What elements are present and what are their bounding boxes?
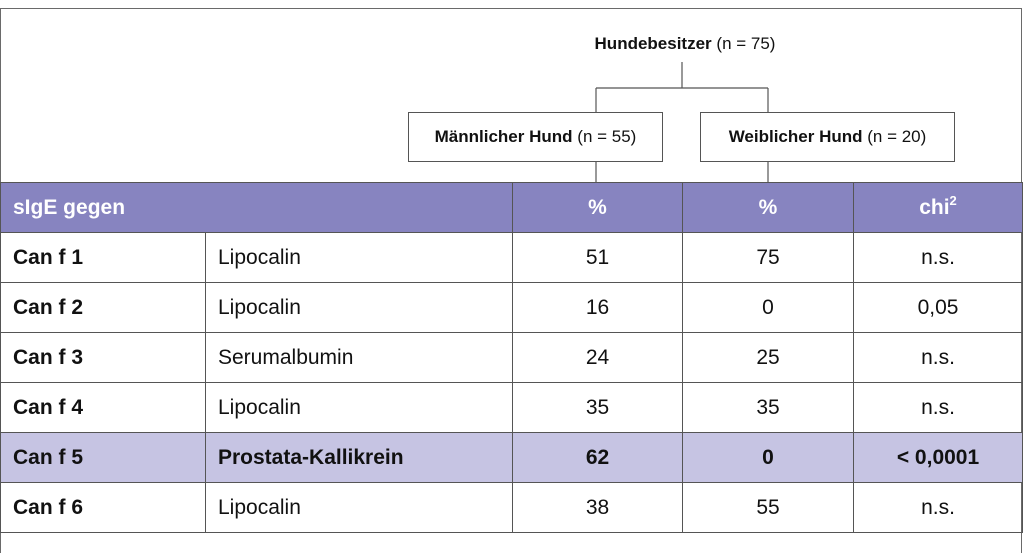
female-dog-box [700, 112, 955, 162]
allergen-table [0, 182, 1023, 533]
female-title: Weiblicher Hund [728, 127, 863, 146]
table-row [1, 333, 1023, 383]
table-row [1, 233, 1023, 283]
row-male-pct: 38 [513, 483, 683, 533]
row-male-pct: 62 [513, 433, 683, 483]
row-female-pct: 0 [683, 283, 854, 333]
header-pct-male: % [513, 183, 683, 233]
root-count: (n = 75) [716, 34, 776, 53]
row-protein: Serumalbumin [206, 333, 513, 383]
row-code: Can f 1 [1, 233, 206, 283]
row-chi: n.s. [854, 333, 1023, 383]
male-count: (n = 55) [577, 127, 637, 146]
row-protein: Lipocalin [206, 383, 513, 433]
row-code: Can f 2 [1, 283, 206, 333]
table-row [1, 383, 1023, 433]
row-female-pct: 35 [683, 383, 854, 433]
header-sige: sIgE gegen [1, 183, 513, 233]
header-chi-sup: 2 [949, 192, 957, 208]
male-title: Männlicher Hund [434, 127, 573, 146]
row-male-pct: 35 [513, 383, 683, 433]
row-female-pct: 55 [683, 483, 854, 533]
row-female-pct: 75 [683, 233, 854, 283]
table-header-row [1, 183, 1023, 233]
table-row-highlighted [1, 433, 1023, 483]
header-chi-text: chi [919, 195, 950, 219]
row-male-pct: 51 [513, 233, 683, 283]
row-code: Can f 4 [1, 383, 206, 433]
row-male-pct: 16 [513, 283, 683, 333]
row-female-pct: 0 [683, 433, 854, 483]
row-male-pct: 24 [513, 333, 683, 383]
row-protein: Lipocalin [206, 233, 513, 283]
row-chi: n.s. [854, 233, 1023, 283]
row-protein: Lipocalin [206, 283, 513, 333]
header-chi [854, 183, 1023, 233]
row-chi: 0,05 [854, 283, 1023, 333]
table-row [1, 283, 1023, 333]
row-protein: Lipocalin [206, 483, 513, 533]
row-code: Can f 6 [1, 483, 206, 533]
female-count: (n = 20) [867, 127, 927, 146]
row-code: Can f 5 [1, 433, 206, 483]
row-female-pct: 25 [683, 333, 854, 383]
row-chi: n.s. [854, 483, 1023, 533]
row-code: Can f 3 [1, 333, 206, 383]
header-pct-female: % [683, 183, 854, 233]
row-protein: Prostata-Kallikrein [206, 433, 513, 483]
table-row [1, 483, 1023, 533]
male-dog-box [408, 112, 663, 162]
row-chi: < 0,0001 [854, 433, 1023, 483]
root-group-label [540, 34, 830, 54]
row-chi: n.s. [854, 383, 1023, 433]
root-title: Hundebesitzer [594, 34, 712, 53]
